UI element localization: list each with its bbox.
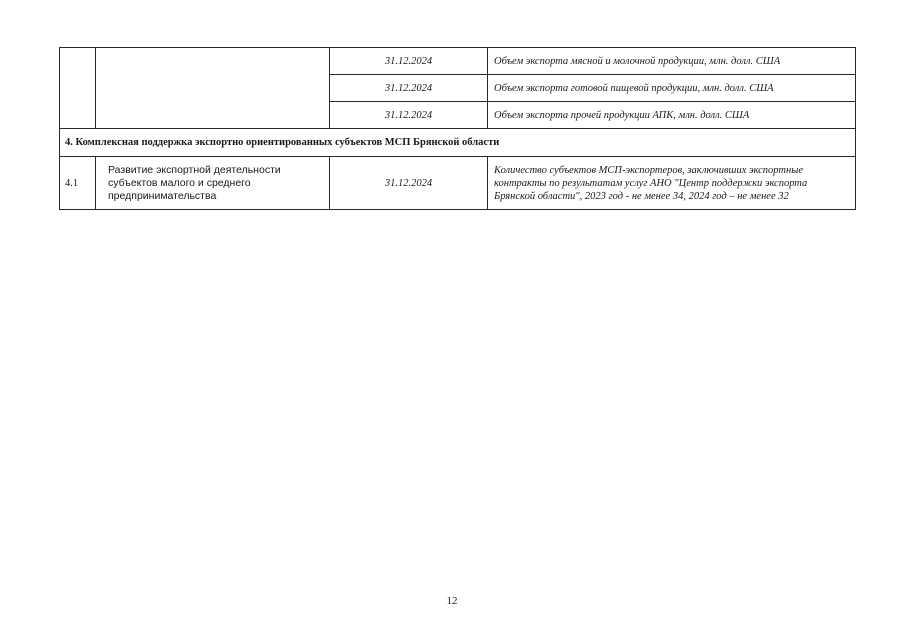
name-cell-empty xyxy=(96,48,330,129)
page-number: 12 xyxy=(446,595,458,607)
number-cell-empty xyxy=(60,48,96,129)
measures-table xyxy=(59,47,856,210)
deadline-cell: 31.12.2024 xyxy=(330,102,488,129)
item-name: Развитие экспортной деятельности субъектов малого и среднего предпринимательства xyxy=(96,157,330,210)
section-row xyxy=(60,129,856,157)
section-title: 4. Комплексная поддержка экспортно ориентированных субъектов МСП Брянской области xyxy=(60,129,856,157)
table-row xyxy=(60,157,856,210)
indicator-cell: Объем экспорта готовой пищевой продукции, млн. долл. США xyxy=(488,75,856,102)
item-number: 4.1 xyxy=(60,157,96,210)
deadline-cell: 31.12.2024 xyxy=(330,157,488,210)
indicator-cell: Объем экспорта прочей продукции АПК, млн. долл. США xyxy=(488,102,856,129)
deadline-cell: 31.12.2024 xyxy=(330,48,488,75)
table-row xyxy=(60,48,856,75)
deadline-cell: 31.12.2024 xyxy=(330,75,488,102)
indicator-cell: Объем экспорта мясной и молочной продукции, млн. долл. США xyxy=(488,48,856,75)
indicator-cell: Количество субъектов МСП-экспортеров, заключивших экспортные контракты по результатам услуг АНО "Центр поддержки экспорта Брянской области", 2023 год - не менее 34, 2024 год – не менее 32 xyxy=(488,157,856,210)
